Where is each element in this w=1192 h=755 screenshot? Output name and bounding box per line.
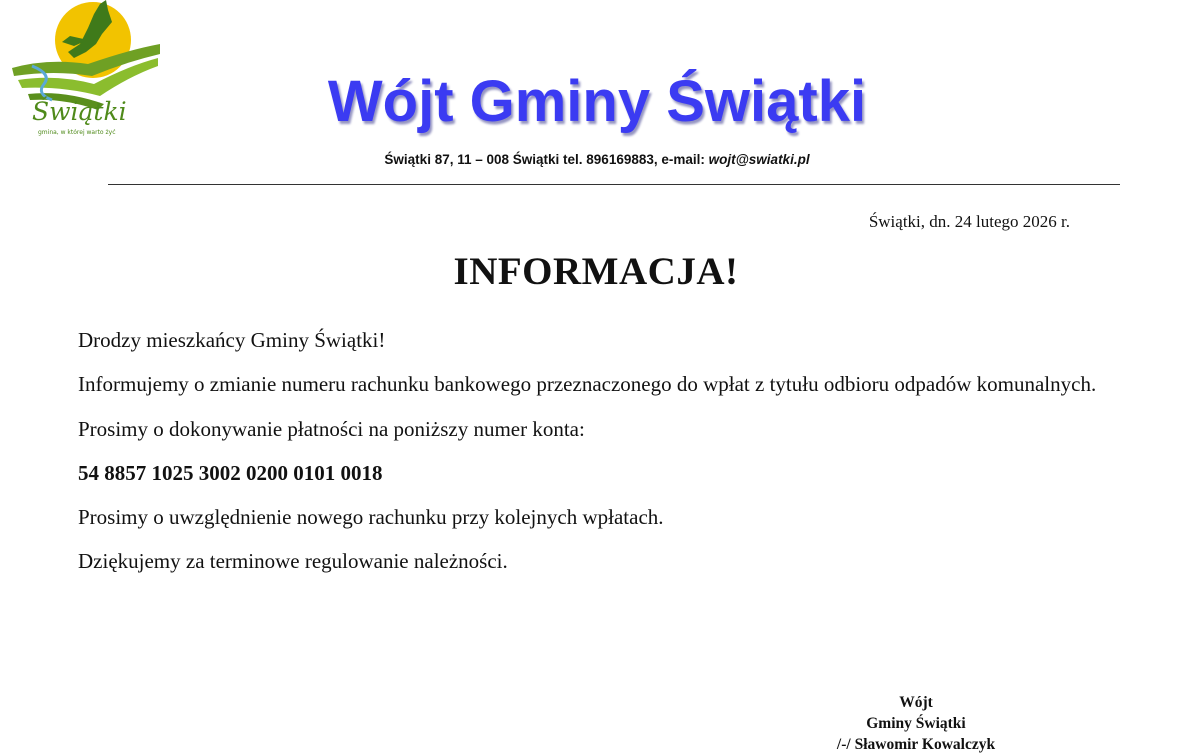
swiatki-logo-icon: [8, 0, 164, 142]
document-body: [78, 318, 1114, 584]
paragraph-payment-request: Prosimy o dokonywanie płatności na poniższy numer konta:: [78, 416, 585, 441]
contact-line: [300, 150, 894, 170]
greeting: Drodzy mieszkańcy Gminy Świątki!: [78, 328, 386, 352]
paragraph-account-change: Informujemy o zmianie numeru rachunku bankowego przeznaczonego do wpłat z tytułu odbioru odpadów komunalnych.: [78, 372, 1097, 397]
logo-name: Świątki: [32, 97, 127, 126]
paragraph-thanks: Dziękujemy za terminowe regulowanie należności.: [78, 549, 508, 574]
signature-name: /-/ Sławomir Kowalczyk: [836, 736, 996, 753]
page-title: Wójt Gminy Świątki: [327, 69, 867, 134]
logo-tagline: gmina, w której warto żyć: [38, 129, 116, 136]
date-line: Świątki, dn. 24 lutego 2026 r.: [868, 212, 1070, 231]
account-number: 54 8857 1025 3002 0200 0101 0018: [78, 460, 383, 485]
header-divider: [108, 184, 1120, 185]
paragraph-new-account: Prosimy o uwzględnienie nowego rachunku przy kolejnych wpłatach.: [78, 505, 664, 530]
signature-block: [770, 692, 1062, 755]
signature-title: Wójt: [899, 694, 933, 711]
document-heading: INFORMACJA!: [453, 250, 739, 293]
contact-email: wojt@swiatki.pl: [708, 152, 810, 167]
signature-office: Gminy Świątki: [866, 715, 966, 732]
contact-address: Świątki 87, 11 – 008 Świątki tel. 896169883, e-mail:: [384, 152, 709, 167]
